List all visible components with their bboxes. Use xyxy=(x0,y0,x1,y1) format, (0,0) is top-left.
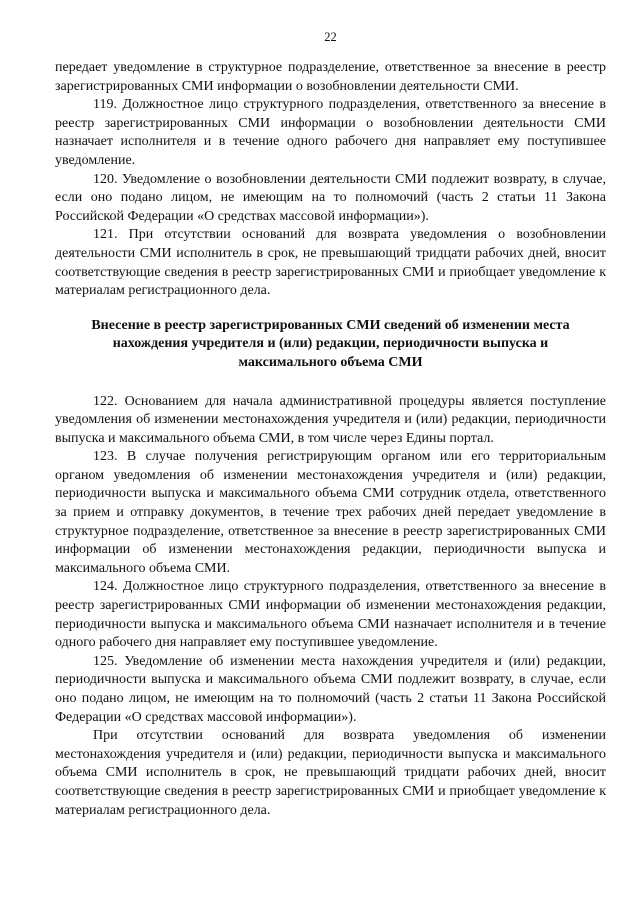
paragraph-122: 122. Основанием для начала административной процедуры является поступление уведомления об изменении местонахождения учредителя и (или) редакции, периодичности выпуска и максимального объема СМИ, в том числе через Едины портал. xyxy=(55,393,606,446)
paragraph-119: 119. Должностное лицо структурного подразделения, ответственного за внесение в реестр зарегистрированных СМИ информации о возобновлении деятельности СМИ назначает исполнителя и в течение одного рабочего дня направляет ему поступившее уведомление. xyxy=(55,97,606,168)
paragraph-121: 121. При отсутствии оснований для возврата уведомления о возобновлении деятельности СМИ исполнитель в срок, не превышающий тридцати рабочих дней, вносит соответствующие сведения в реестр зарегистрированных СМИ и приобщает уведомление к материалам регистрационного дела. xyxy=(55,227,606,299)
paragraph-120: 120. Уведомление о возобновлении деятельности СМИ подлежит возврату, в случае, если оно подано лицом, не имеющим на то полномочий (часть 2 статьи 11 Закона Российской Федерации «О средствах массовой информации»). xyxy=(55,171,606,224)
paragraph-123: 123. В случае получения регистрирующим органом или его территориальным органом уведомления об изменении местонахождения учредителя и (или) редакции, периодичности выпуска и максимального объема СМИ сотрудник отдела, ответственного за прием и отправку документов, в течение трех рабочих дней передает уведомление в структурное подразделение, ответственное за внесение в реестр зарегистрированных СМИ информации об изменении местонахождения редакции, периодичности выпуска и максимального объема СМИ. xyxy=(55,449,606,576)
paragraph-124: 124. Должностное лицо структурного подразделения, ответственного за внесение в реестр зарегистрированных СМИ информации об изменении местонахождения редакции, периодичности выпуска и максимального объема СМИ назначает исполнителя и в течение одного рабочего дня направляет ему поступившее уведомление. xyxy=(55,579,606,651)
paragraph-125-continued: При отсутствии оснований для возврата уведомления об изменении местонахождения учредителя и (или) редакции, периодичности выпуска и максимального объема СМИ исполнитель в срок, не превышающий тридцати рабочих дней, вносит соответствующие сведения в реестр зарегистрированных СМИ и приобщает уведомление к материалам регистрационного дела. xyxy=(55,728,606,818)
page-number: 22 xyxy=(324,30,337,44)
paragraph-continuation: передает уведомление в структурное подразделение, ответственное за внесение в реестр зарегистрированных СМИ информации о возобновлении деятельности СМИ. xyxy=(55,60,606,94)
paragraph-125: 125. Уведомление об изменении места нахождения учредителя и (или) редакции, периодичности выпуска и максимального объема СМИ подлежит возврату, в случае, если оно подано лицом, не имеющим на то полномочий (часть 2 статьи 11 Закона Российской Федерации «О средствах массовой информации»). xyxy=(55,653,606,725)
section-heading: Внесение в реестр зарегистрированных СМИ сведений об изменении места нахождения учредителя и (или) редакции, периодичности выпуска и максимального объема СМИ xyxy=(91,317,570,370)
